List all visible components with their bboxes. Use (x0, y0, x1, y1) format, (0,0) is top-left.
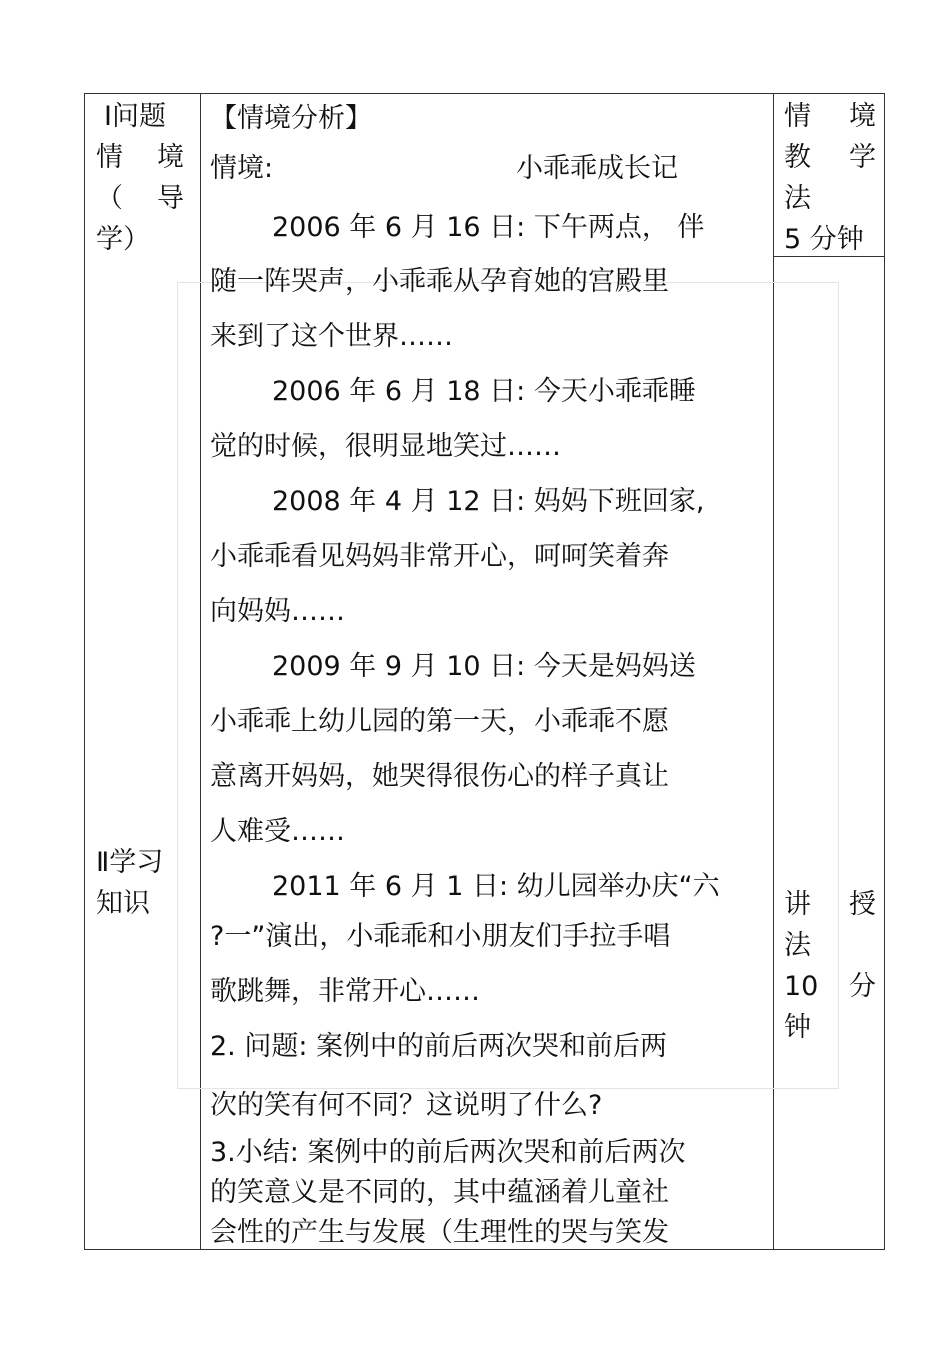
section-label-intro (96, 96, 184, 260)
section-heading: 【情境分析】 (210, 103, 372, 134)
diary-line: ?一”演出，小乖乖和小朋友们手拉手唱 (210, 921, 671, 952)
method2-line3: 10 分 (784, 971, 876, 1002)
diary-line: 小乖乖上幼儿园的第一天，小乖乖不愿 (210, 706, 669, 737)
diary-line: 小乖乖看见妈妈非常开心，呵呵笑着奔 (210, 541, 669, 572)
diary-line: 2009 年 9 月 10 日: 今天是妈妈送 (272, 651, 696, 682)
method1-line3: 法 (784, 183, 811, 214)
section-label-learning (96, 842, 188, 924)
method2-line1: 讲 授 (784, 889, 876, 920)
summary-line: 的笑意义是不同的，其中蕴涵着儿童社 (210, 1177, 669, 1208)
method2-line4: 钟 (784, 1012, 811, 1043)
section1-line3: （ 导 (96, 183, 184, 214)
question-line: 2. 问题: 案例中的前后两次哭和前后两 (210, 1031, 668, 1062)
section2-line2: 知识 (96, 888, 150, 919)
method1-line1: 情 境 (784, 101, 876, 132)
diary-line: 2006 年 6 月 16 日: 下午两点， 伴 (272, 212, 705, 243)
method2-line2: 法 (784, 930, 811, 961)
section2-line1: Ⅱ学习 (96, 847, 164, 878)
diary-line: 2011 年 6 月 1 日: 幼儿园举办庆“六 (272, 871, 720, 902)
method1-time: 5 分钟 (784, 224, 864, 255)
diary-line: 2006 年 6 月 18 日: 今天小乖乖睡 (272, 376, 696, 407)
section1-line4: 学） (96, 224, 150, 255)
section1-line2: 情 境 (96, 142, 184, 173)
diary-line: 歌跳舞，非常开心…… (210, 976, 480, 1007)
diary-line: 向妈妈…… (210, 596, 345, 627)
summary-line: 会性的产生与发展（生理性的哭与笑发 (210, 1217, 669, 1248)
summary-line: 3.小结: 案例中的前后两次哭和前后两次 (210, 1137, 686, 1168)
method-situational-teaching (784, 96, 876, 260)
diary-line: 觉的时候，很明显地笑过…… (210, 431, 561, 462)
diary-line: 意离开妈妈，她哭得很伤心的样子真让 (210, 761, 669, 792)
situation-label: 情境: (210, 153, 274, 184)
diary-line: 2008 年 4 月 12 日: 妈妈下班回家, (272, 486, 705, 517)
method1-line2: 教 学 (784, 142, 876, 173)
diary-line: 随一阵哭声，小乖乖从孕育她的宫殿里 (210, 266, 669, 297)
section1-line1: Ⅰ问题 (104, 101, 166, 132)
diary-line: 来到了这个世界…… (210, 321, 453, 352)
diary-line: 人难受…… (210, 816, 345, 847)
question-line: 次的笑有何不同？这说明了什么? (210, 1090, 603, 1121)
method-lecture (784, 884, 876, 1048)
situation-title: 小乖乖成长记 (516, 153, 678, 184)
